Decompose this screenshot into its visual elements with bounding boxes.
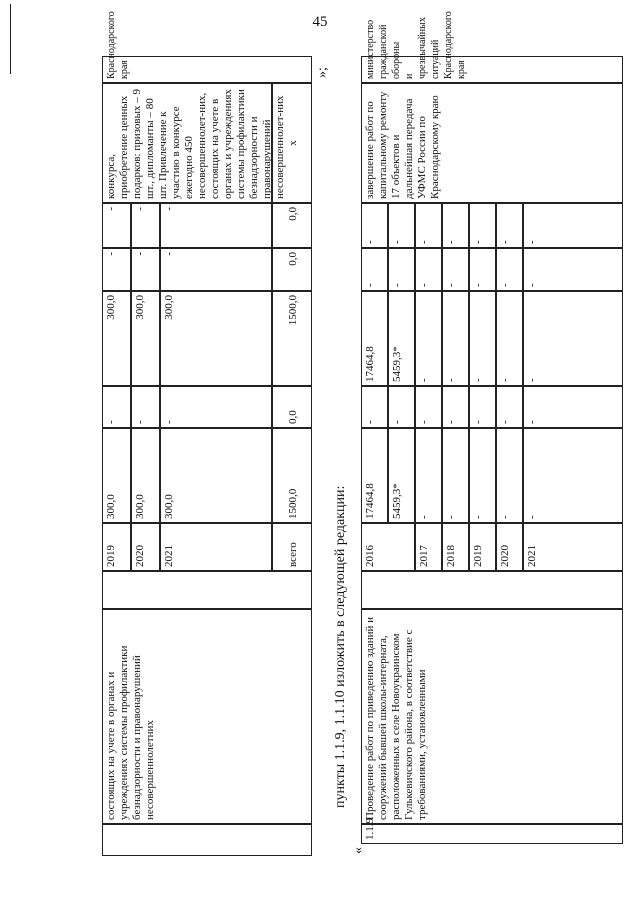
regional-cell: 1500,0 [272,291,312,386]
top-blank-cell [102,571,312,609]
federal-cell: - [361,386,388,428]
bottom-description-cell: Проведение работ по приведению зданий и сооружений бывшей школы-интерната, расположенных в селе Новоукраинском Гулькевичского района, в соответствие с требованиями, установленными [361,609,623,824]
year-cell: 2017 [415,523,442,571]
local-cell: - [361,248,388,291]
local-cell: - [469,248,496,291]
amendment-instruction: пункты 1.1.9, 1.1.10 изложить в следующей редакции: [333,485,348,808]
total-cell: 5459,3* [388,428,415,523]
other-cell: - [415,203,442,248]
local-cell: - [415,248,442,291]
other-cell: - [496,203,523,248]
year-cell: 2021 [160,523,272,571]
regional-cell: - [496,291,523,386]
top-number-cell [102,824,312,856]
local-cell: - [131,248,160,291]
federal-cell: - [131,386,160,428]
year-cell: 2016 [361,523,415,571]
federal-cell: - [442,386,469,428]
federal-cell: 0,0 [272,386,312,428]
top-executor-cell: Краснодарского края [102,56,312,83]
regional-cell: - [523,291,623,386]
bottom-executor-cell: министерство гражданской обороны и чрезвычайных ситуаций Краснодарского края [361,56,623,83]
opening-quote: « [351,847,366,854]
year-cell: 2018 [442,523,469,571]
federal-cell: - [415,386,442,428]
regional-cell: - [469,291,496,386]
page-number: 45 [312,14,328,30]
year-cell: 2019 [469,523,496,571]
total-label-cell: всего [272,523,312,571]
local-cell: 0,0 [272,248,312,291]
federal-cell: - [388,386,415,428]
total-cell: 300,0 [160,428,272,523]
top-result-cell: конкурса, приобретение ценных подарков: призовых – 9 шт., дипломанты – 80 шт. Привлечение к участию в конкурсе ежегодно 450 несовершеннолет-них, состоящих на учете в органах и учреждениях системы профилактики безнадзорности и правонарушений несовершеннолет-них [102,83,272,203]
bottom-result-cell: завершение работ по капитальному ремонту 17 объектов и дальнейшая передача УФМС России по Краснодарскому краю [361,83,623,203]
regional-cell: 17464,8 [361,291,388,386]
federal-cell: - [102,386,131,428]
bottom-number-cell: 1.1.9 [361,824,623,844]
regional-cell: - [442,291,469,386]
other-cell: - [388,203,415,248]
local-cell: - [496,248,523,291]
total-cell: 300,0 [131,428,160,523]
regional-cell: - [415,291,442,386]
total-cell: 1500,0 [272,428,312,523]
local-cell: - [102,248,131,291]
federal-cell: - [469,386,496,428]
regional-cell: 300,0 [131,291,160,386]
regional-cell: 300,0 [102,291,131,386]
total-cell: - [442,428,469,523]
year-cell: 2020 [496,523,523,571]
regional-cell: 300,0 [160,291,272,386]
top-result-total-cell: x [272,83,312,203]
year-cell: 2021 [523,523,623,571]
year-cell: 2020 [131,523,160,571]
total-cell: - [415,428,442,523]
other-cell: - [523,203,623,248]
top-description-cell: состоящих на учете в органах и учреждениях системы профилактики безнадзорности и правонарушений несовершеннолетних [102,609,312,824]
local-cell: - [523,248,623,291]
total-cell: - [496,428,523,523]
total-cell: - [523,428,623,523]
federal-cell: - [496,386,523,428]
federal-cell: - [523,386,623,428]
bottom-blank-cell [361,571,623,609]
total-cell: 300,0 [102,428,131,523]
other-cell: - [160,203,272,248]
local-cell: - [442,248,469,291]
other-cell: - [131,203,160,248]
year-cell: 2019 [102,523,131,571]
other-cell: - [469,203,496,248]
other-cell: - [361,203,388,248]
federal-cell: - [160,386,272,428]
regional-cell: 5459,3* [388,291,415,386]
other-cell: - [102,203,131,248]
rotated-content [89,11,631,856]
total-cell: - [469,428,496,523]
other-cell: - [442,203,469,248]
local-cell: - [160,248,272,291]
total-cell: 17464,8 [361,428,388,523]
closing-quote: »; [315,67,330,78]
local-cell: - [388,248,415,291]
other-cell: 0,0 [272,203,312,248]
